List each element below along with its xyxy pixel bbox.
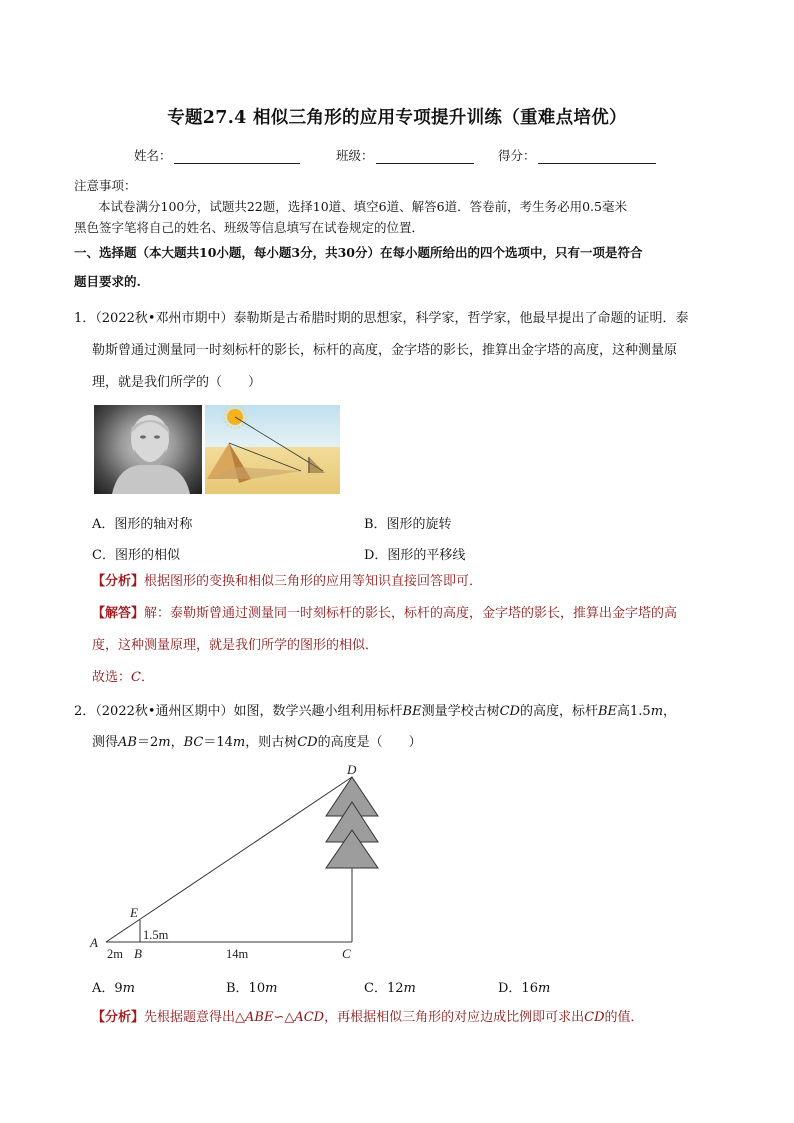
q2-analysis-text: 先根据题意得出△ [144,1010,246,1025]
point-a-label: A [90,935,98,950]
q2-analysis-var: CD [584,1010,605,1025]
q1-option-c[interactable]: C．图形的相似 [92,548,180,563]
q2-unit: m [650,704,664,719]
score-label: 得分： [498,148,536,163]
q2-var-cd: CD [499,704,520,719]
pyramid-shadow-image [205,405,340,494]
q2-text: ，则古树 [245,735,298,750]
bust-drawing [94,405,202,494]
q2-text: ＝2 [136,735,159,750]
notice-line-2: 黑色签字笔将自己的姓名、班级等信息填写在试卷规定的位置． [74,220,425,235]
q2-text: 的高度是（ ） [317,735,422,750]
point-b-label: B [134,946,142,961]
section1-heading-line-2: 题目要求的. [74,274,141,289]
q2-analysis-var: ABE [245,1010,274,1025]
name-label: 姓名： [134,148,172,163]
q1-analysis [92,568,482,596]
sight-line [106,777,352,942]
notice-heading: 注意事项： [74,178,137,193]
q2-unit: m [122,981,135,996]
q2-text: ＝14 [203,735,233,750]
class-blank[interactable] [376,150,474,164]
q2-option-b[interactable] [226,977,277,996]
q2-unit: m [158,735,171,750]
q2-var-cd: CD [297,735,318,750]
q1-stem-line-1: 1．（2022秋•邓州市期中）泰勒斯是古希腊时期的思想家，科学家，哲学家，他最早提出了命题的证明．泰 [74,311,689,326]
q2-analysis-tag: 【分析】 [92,1010,145,1025]
point-d-label: D [347,762,357,777]
q2-analysis-text: 的值． [604,1010,644,1025]
q2-option-b-text: B．10 [226,981,266,996]
q2-stem-line-2 [92,729,422,757]
q2-unit: m [265,981,278,996]
q2-text: ， [663,704,677,719]
q2-text: 测得 [92,735,119,750]
score-blank[interactable] [538,150,656,164]
q2-option-a-text: A．9 [92,981,123,996]
q2-unit: m [537,981,551,996]
q2-analysis [92,1004,644,1032]
q2-option-d-text: D．16 [498,981,538,996]
q1-choice-label: 故选： [92,670,132,685]
thales-bust-image [94,405,202,494]
q1-option-a[interactable]: A．图形的轴对称 [92,517,193,532]
q2-text: 高1.5 [617,704,651,719]
q2-var-be: BE [597,704,618,719]
q2-analysis-var: ACD [294,1010,325,1025]
notice-line-1: 本试卷满分100分，试题共22题，选择10道、填空6道、解答6道．答卷前，考生务必用0.5毫米 [98,199,627,214]
q2-var-be: BE [402,704,422,719]
q1-stem-line-2: 勒斯曾通过测量同一时刻标杆的影长，标杆的高度，金字塔的影长，推算出金字塔的高度，这种测量原 [92,343,678,358]
q1-answer-text-1: 解：泰勒斯曾通过测量同一时刻标杆的影长，标杆的高度，金字塔的影长，推算出金字塔的高 [144,606,678,621]
q2-text: 测量学校古树 [421,704,500,719]
q1-choice-end: ． [140,670,154,685]
section1-heading-line-1: 一、选择题（本大题共10小题，每小题3分，共30分）在每小题所给出的四个选项中，只有一项是符合 [74,245,643,260]
bc-length-label: 14m [226,947,249,961]
q2-text: ， [170,735,184,750]
score-field[interactable] [498,146,656,164]
q1-choice-value: C [131,670,141,685]
q1-answer-line-2: 度，这种测量原理，就是我们所学的图形的相似． [92,638,379,653]
page-title: 专题27.4 相似三角形的应用专项提升训练（重难点培优） [167,108,627,128]
q1-stem-line-3: 理，就是我们所学的（ ） [92,375,262,390]
q1-option-d[interactable]: D．图形的平移线 [364,548,466,563]
q2-analysis-text: ∽△ [273,1010,295,1025]
q1-option-b[interactable]: B．图形的旋转 [364,517,452,532]
q2-text: 的高度，标杆 [519,704,598,719]
q2-option-c-text: C．12 [364,981,404,996]
q2-var-ab: AB [118,735,137,750]
be-length-label: 1.5m [143,928,169,942]
class-field[interactable] [336,146,474,164]
q2-option-d[interactable] [498,977,550,996]
q2-analysis-text: ，再根据相似三角形的对应边成比例即可求出 [324,1010,585,1025]
q2-option-a[interactable] [92,977,135,996]
pyramid-drawing [205,405,340,494]
point-e-label: E [130,905,138,920]
q1-answer-tag: 【解答】 [92,606,145,621]
q2-unit: m [403,981,416,996]
q2-text: 2．（2022秋•通州区期中）如图，数学兴趣小组利用标杆 [74,704,403,719]
q1-analysis-text: 根据图形的变换和相似三角形的应用等知识直接回答即可． [144,574,483,589]
q2-option-c[interactable] [364,977,416,996]
q1-choice [92,664,154,692]
class-label: 班级： [336,148,374,163]
point-c-label: C [342,946,351,961]
ab-length-label: 2m [107,947,123,961]
q1-answer-line-1 [92,600,677,628]
q2-var-bc: BC [183,735,204,750]
q1-analysis-tag: 【分析】 [92,574,145,589]
q2-stem-line-1 [74,698,676,726]
q2-figure [86,760,386,970]
name-blank[interactable] [174,150,300,164]
q2-unit: m [232,735,246,750]
name-field[interactable] [134,146,300,164]
